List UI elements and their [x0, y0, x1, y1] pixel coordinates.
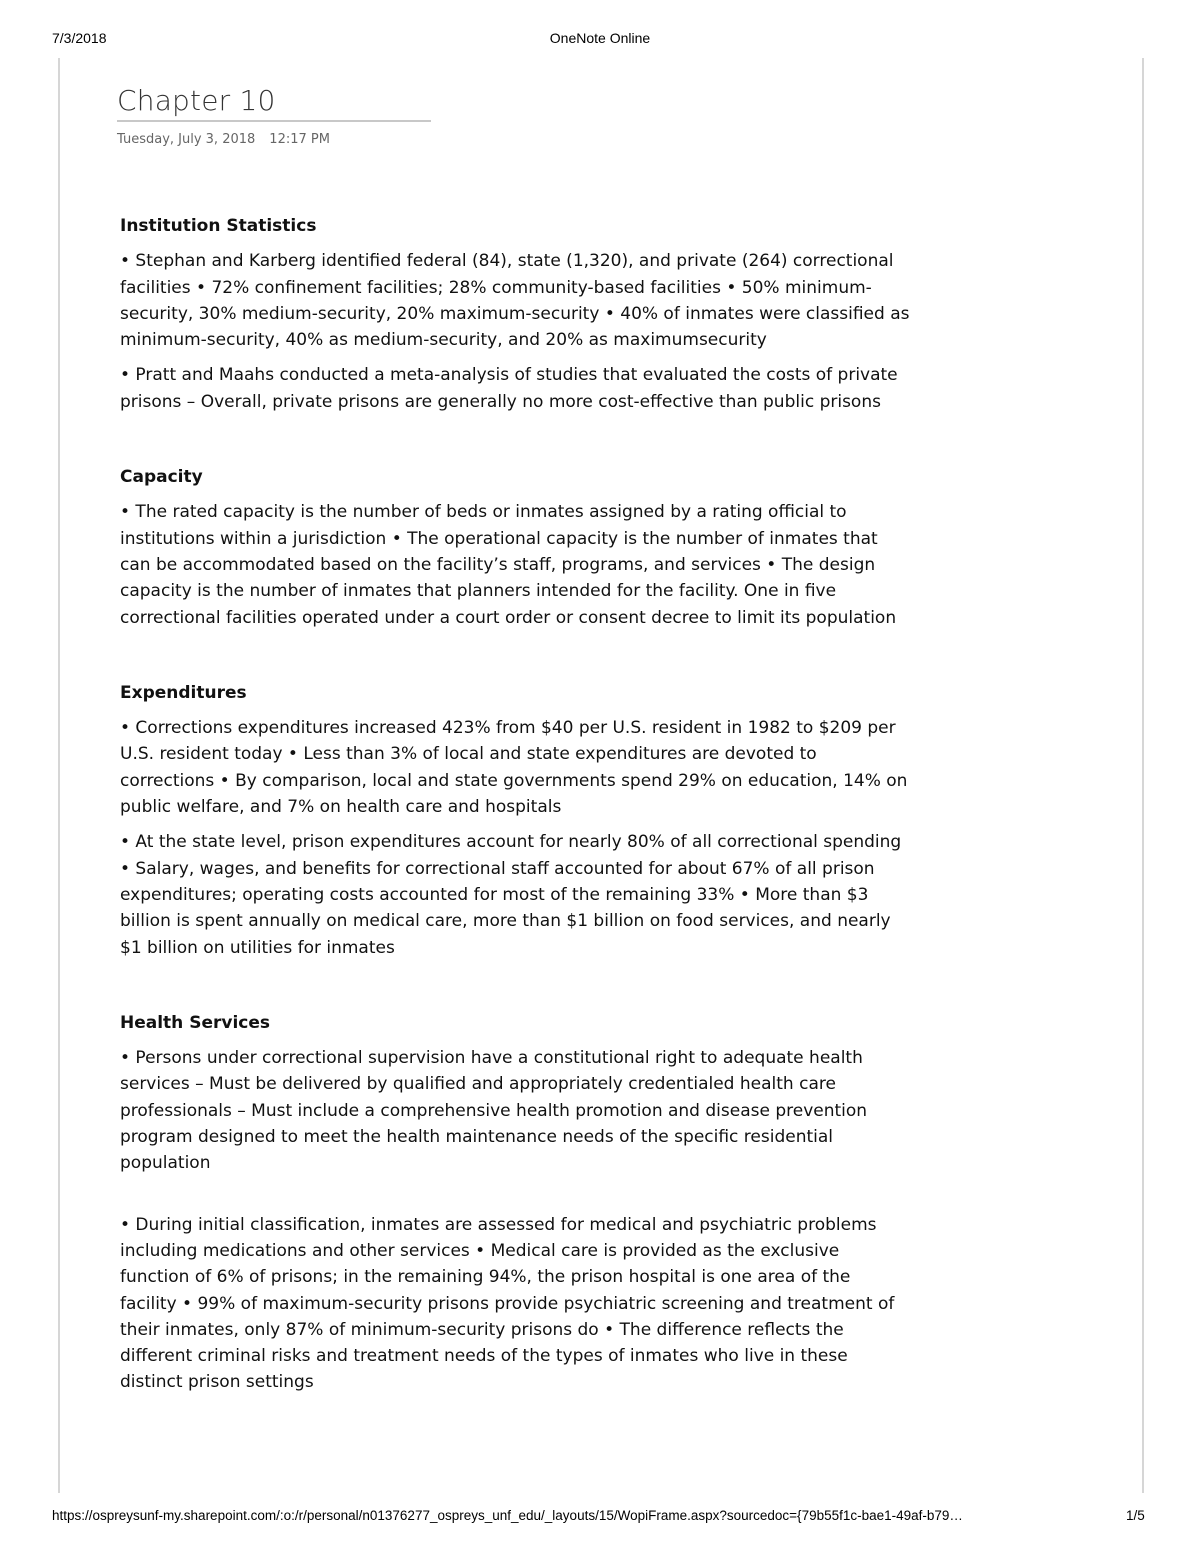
paragraph: • Corrections expenditures increased 423% from $40 per U.S. resident in 1982 to $209 per U.S. resident today • Less than 3% of local and state expenditures are devoted to corrections • By comparison, local and state governments spend 29% on education, 14% on public welfare, and 7% on health care and hospitals	[120, 718, 908, 818]
page-time: 12:17 PM	[269, 132, 330, 147]
section-institution-statistics	[120, 213, 910, 415]
paragraph: • Stephan and Karberg identified federal (84), state (1,320), and private (264) correctional facilities • 72% confinement facilities; 28% community-based facilities • 50% minimum-security, 30% medium-security, 20% maximum-security • 40% of inmates were classified as minimum-security, 40% as medium-security, and 20% as maximumsecurity	[120, 251, 910, 351]
footer-page-number: 1/5	[1126, 1508, 1145, 1523]
section-heading: Institution Statistics	[120, 216, 317, 236]
spacer	[120, 640, 910, 680]
section-capacity	[120, 464, 910, 631]
spacer	[120, 1186, 910, 1212]
section-expenditures	[120, 680, 910, 961]
spacer	[120, 970, 910, 1010]
footer-url: https://ospreysunf-my.sharepoint.com/:o:/r/personal/n01376277_ospreys_unf_edu/_layouts/15/WopiFrame.aspx?sourcedoc={79b55f1c-bae1-49af-b79…	[52, 1508, 963, 1523]
note-content	[120, 213, 910, 1405]
paragraph: • At the state level, prison expenditures account for nearly 80% of all correctional spending • Salary, wages, and benefits for correctional staff accounted for about 67% of all prison expenditures; operating costs accounted for most of the remaining 33% • More than $3 billion is spent annually on medical care, more than $1 billion on food services, and nearly $1 billion on utilities for inmates	[120, 832, 902, 958]
paragraph: • During initial classification, inmates are assessed for medical and psychiatric problems including medications and other services • Medical care is provided as the exclusive function of 6% of prisons; in the remaining 94%, the prison hospital is one area of the facility • 99% of maximum-security prisons provide psychiatric screening and treatment of their inmates, only 87% of minimum-security prisons do • The difference reflects the different criminal risks and treatment needs of the types of inmates who live in these distinct prison settings	[120, 1214, 895, 1393]
page-frame-left-border	[58, 58, 60, 1493]
section-heading: Capacity	[120, 467, 203, 488]
section-heading: Health Services	[120, 1012, 270, 1033]
print-app-title: OneNote Online	[549, 30, 651, 46]
title-underline	[117, 120, 431, 122]
paragraph: • The rated capacity is the number of beds or inmates assigned by a rating official to institutions within a jurisdiction • The operational capacity is the number of inmates that can be accommodated based on the facility’s staff, programs, and services • The design capacity is the number of inmates that planners intended for the facility. One in five correctional facilities operated under a court order or consent decree to limit its population	[120, 502, 897, 628]
spacer	[120, 424, 910, 464]
print-date: 7/3/2018	[52, 30, 107, 46]
page-title: Chapter 10	[117, 84, 276, 117]
section-heading: Expenditures	[120, 682, 247, 703]
page-meta	[117, 132, 330, 147]
paragraph: • Persons under correctional supervision have a constitutional right to adequate health services – Must be delivered by qualified and appropriately credentialed health care professionals – Must include a comprehensive health promotion and disease prevention program designed to meet the health maintenance needs of the specific residential population	[120, 1048, 868, 1174]
print-header	[0, 30, 1200, 50]
page-date: Tuesday, July 3, 2018	[117, 132, 256, 147]
paragraph: • Pratt and Maahs conducted a meta-analysis of studies that evaluated the costs of private prisons – Overall, private prisons are generally no more cost-effective than public prisons	[120, 365, 898, 412]
section-health-services	[120, 1010, 910, 1396]
page-frame-right-border	[1142, 58, 1144, 1493]
